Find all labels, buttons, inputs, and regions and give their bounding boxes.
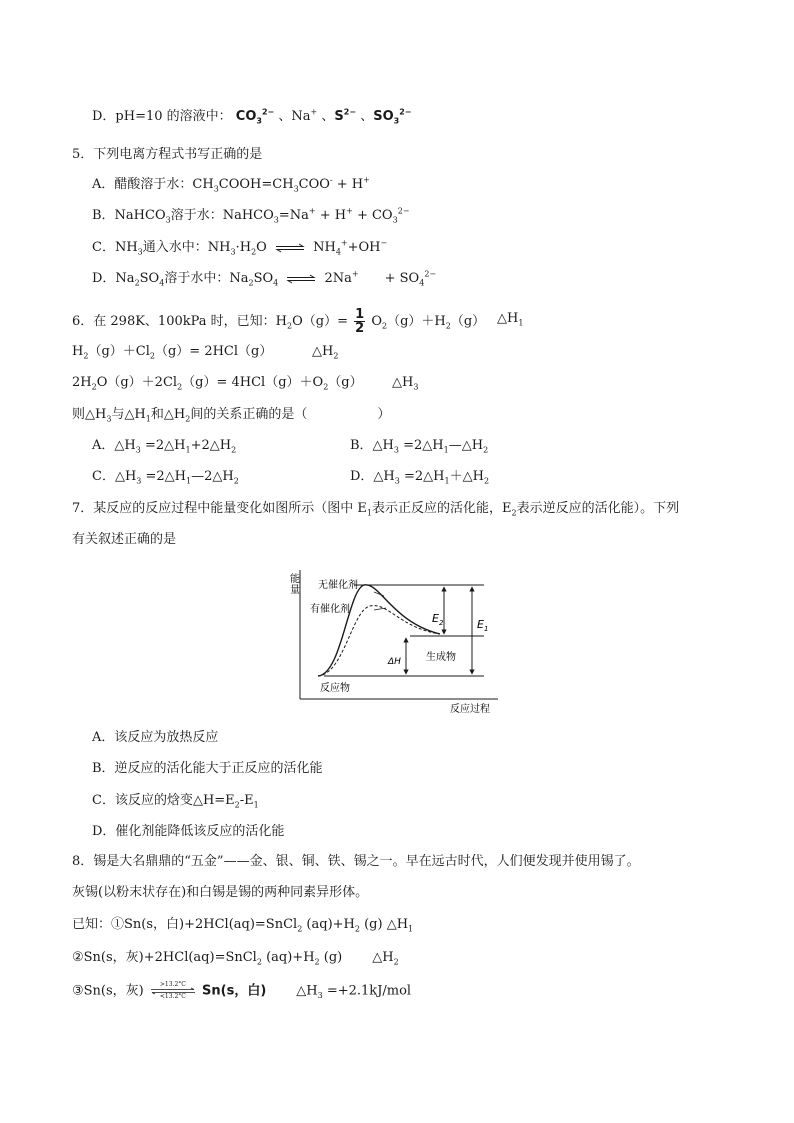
q5-option-d: D．$Na_2SO_4$溶于水中：$Na_2SO_4$ $2Na^+ + SO_4^{2-}$ <box>92 269 437 288</box>
q7-stem-line2: 有关叙述正确的是 <box>72 532 177 547</box>
q5-option-b: B．NaHCO$_3$溶于水：NaHCO$_3$=Na+ + $H^+ + CO_3^{2-}$ <box>92 206 410 225</box>
e1-label: $E_1$ <box>477 618 489 633</box>
progress-axis-label: 反应过程 <box>450 704 490 715</box>
q8-stem-line2: 灰锡(以粉末状存在)和白锡是锡的两种同素异形体。 <box>72 885 369 900</box>
q8-eq3: ③Sn(s，灰) >13.2°C <13.2°C Sn(s，白) $\triangle H_3 =+2.1kJ/mol$ <box>72 981 412 1001</box>
q7-option-b: B．逆反应的活化能大于正反应的活化能 <box>92 761 323 776</box>
q7-stem-line1: 7．某反应的反应过程中能量变化如图所示（图中 $E_1$表示正反应的活化能，$E_2$表示逆反应的活化能）。下列 <box>72 501 680 518</box>
energy-axis-label-2: 量 <box>290 585 300 596</box>
temperature-condition-arrow: >13.2°C <13.2°C <box>150 982 196 1000</box>
q6-option-b: B．$\triangle H_3$ $=2\triangle H_1—\triangle H_2$ <box>350 438 489 455</box>
q5-option-a: A．醋酸溶于水：$CH_3COOH=CH_3COO^- + H^+$ <box>92 175 370 194</box>
q4-d-label: D．pH=10 的溶液中： <box>92 109 232 124</box>
equilibrium-arrow-icon <box>286 274 316 284</box>
dh-label: ΔH <box>388 657 401 667</box>
q6-option-a: A．$\triangle H_3$ $=2\triangle H_1+2\triangle H_2$ <box>92 438 237 455</box>
no-catalyst-label: 无催化剂 <box>318 580 358 591</box>
catalyzed-curve <box>318 606 440 676</box>
q7-option-a: A．该反应为放热反应 <box>92 730 219 745</box>
q5-option-c: C．$NH_3$通入水中：$NH_3\cdot H_2O$ $NH_4^++OH^-$ <box>92 238 388 257</box>
e2-label: $E_2$ <box>432 612 444 627</box>
half-fraction: $\frac{1}{2}$ <box>355 307 365 336</box>
q7-option-d: D．催化剂能降低该反应的活化能 <box>92 824 285 839</box>
q8-eq1: 已知：①Sn(s，白)+2HCl(aq)=SnCl$_2$ $(aq)+H_2$ (g) $\triangle H_1$ <box>72 917 414 934</box>
q6-option-c: C．$\triangle H_3$ $=2\triangle H_1—2\triangle H_2$ <box>92 469 239 486</box>
q6-dh3: $\triangle H_3$ <box>392 375 419 392</box>
catalyst-label: 有催化剂 <box>310 604 350 615</box>
q7-option-c: C．该反应的焓变$\triangle H=E_2-E_1$ <box>92 793 259 810</box>
equilibrium-arrow-icon <box>275 243 305 253</box>
q6-ask: 则$\triangle H_3$与$\triangle H_1$和$\triangle H_2$间的关系正确的是（ ） <box>72 407 391 424</box>
q6-option-d: D．$\triangle H_3$ $=2\triangle H_1+\triangle H_2$ <box>350 469 490 486</box>
q6-dh1: $\triangle H_1$ <box>497 311 524 328</box>
q6-dh2: $\triangle H_2$ <box>312 344 339 361</box>
reactant-label: 反应物 <box>320 683 350 694</box>
q4-option-d: D．pH=10 的溶液中： $CO_3^{2-}$ 、Na+ 、$S^{2-}$ 、$SO_3^{2-}$ <box>92 107 412 126</box>
energy-axis-label-1: 能 <box>290 574 300 585</box>
uncatalyzed-curve <box>318 585 440 676</box>
q5-stem: 5．下列电离方程式书写正确的是 <box>72 147 263 162</box>
q6-eq2: $H_2(g)+Cl_2(g)= 2HCl(g)$ <box>72 344 273 361</box>
q6-eq3: $2H_2O(g)+2Cl_2(g)= 4HCl(g)+O_2(g)$ <box>72 375 363 392</box>
q8-stem-line1: 8．锡是大名鼎鼎的“五金”——金、银、铜、铁、锡之一。早在远古时代，人们便发现并使用锡了。 <box>72 854 640 869</box>
energy-profile-diagram <box>292 566 504 716</box>
product-label: 生成物 <box>426 652 456 663</box>
q8-eq2: ②Sn(s，灰)+2HCl(aq)=SnCl$_2$ $(aq)+H_2$ (g) $\triangle H_2$ <box>72 950 399 967</box>
q6-stem: 6．在 298K、100kPa 时，已知：$H_2O(g)=$ $\frac{1}{2}$ $O_2(g)+H_2(g)$ <box>72 307 486 336</box>
